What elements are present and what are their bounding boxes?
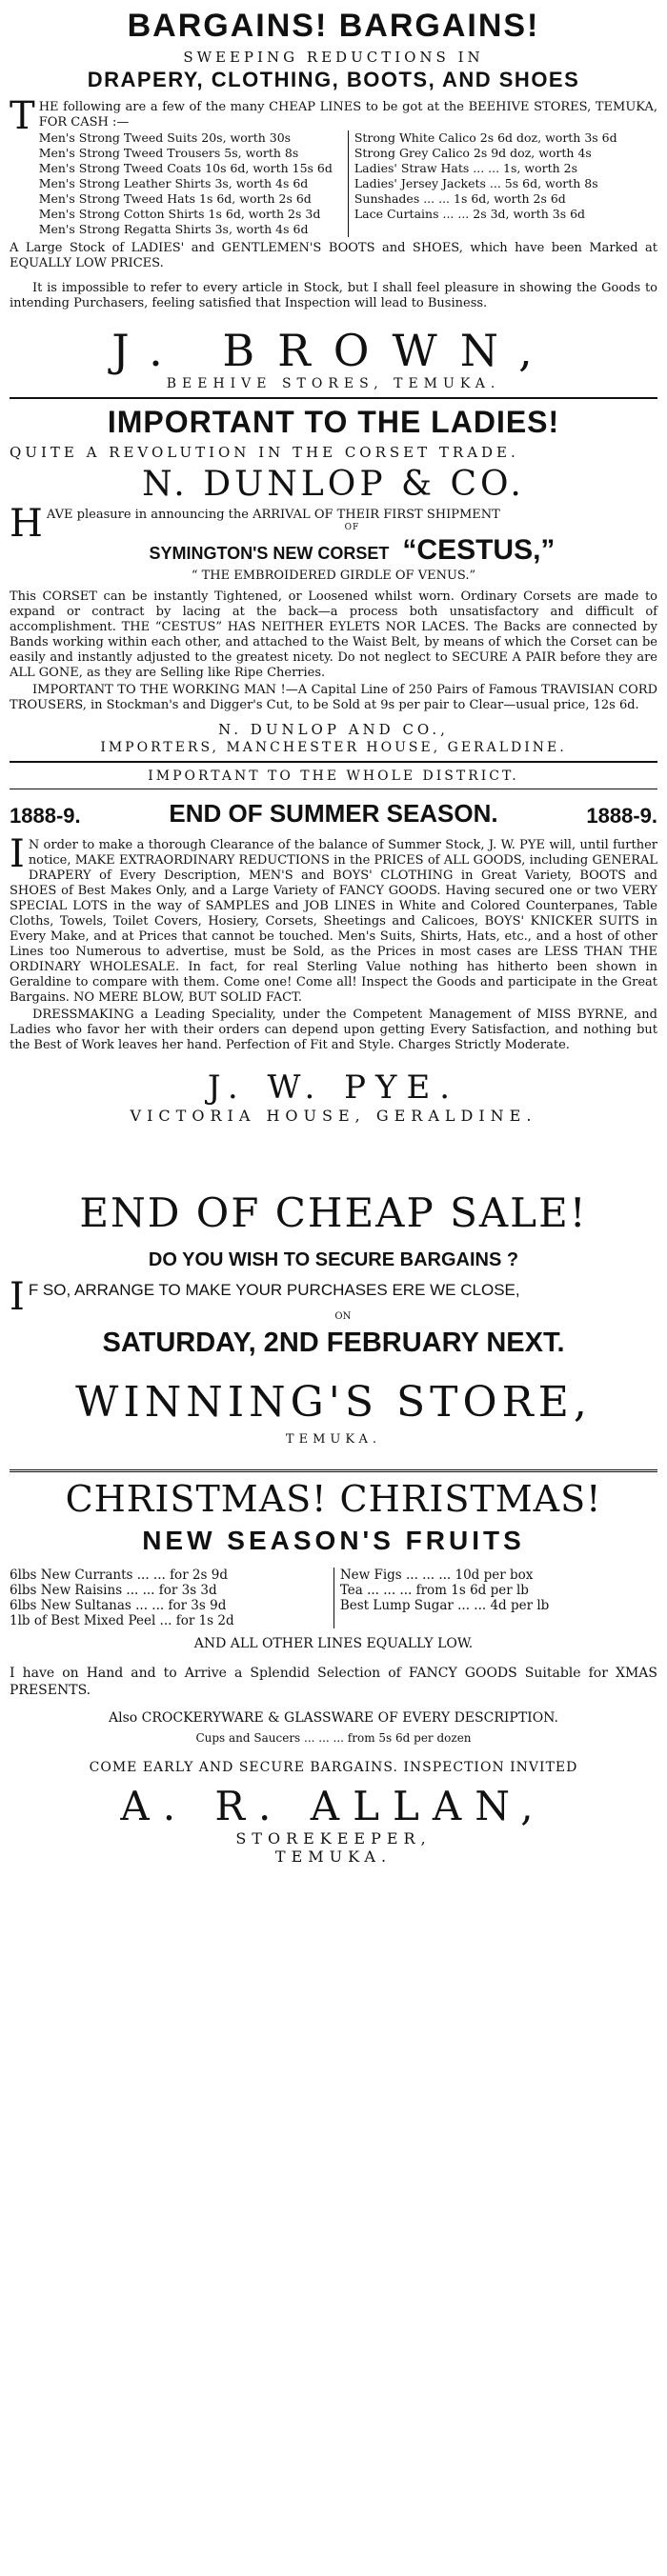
allan-right-list [334,1568,657,1628]
list-item: Ladies' Straw Hats ... ... 1s, worth 2s [354,161,577,175]
ad-beehive-stores [10,8,657,391]
beehive-price-list [39,130,657,237]
winning-town: TEMUKA. [285,1432,382,1447]
dunlop-body: This CORSET can be instantly Tightened, or Loosened whilst worn. Ordinary Corsets are made to expand or contract by lacing at the back—a process both unsatisfactory and difficult of accomplishment. THE “CESTUS” HAS NEITHER EYLETS NOR LACES. The Backs are connected by Bands working within each other, and attached to the Waist Belt, by means of which the Corset can be easily and instantly adjusted to the greatest nicety. Do not neglect to SECURE A PAIR before they are ALL GONE, as they are Selling like Ripe Cherries. [10,589,657,680]
bargains-question: DO YOU WISH TO SECURE BARGAINS ? [148,1249,519,1270]
advertiser-name-brown: J. BROWN, [111,325,556,376]
drapery-subhead: DRAPERY, CLOTHING, BOOTS, AND SHOES [87,68,580,91]
beehive-large-stock: A Large Stock of LADIES' and GENTLEMEN'S BOOTS and SHOES, which have been Marked at EQUALLY LOW PRICES. [10,241,657,270]
important-ladies-headline: IMPORTANT TO THE LADIES! [107,405,560,439]
divider [10,761,657,763]
allan-cups: Cups and Saucers ... ... ... from 5s 6d per dozen [195,1731,472,1745]
season-year-right: 1888-9. [586,804,657,828]
ad-winnings-store [10,1189,657,1447]
list-item: Men's Strong Leather Shirts 3s, worth 4s 6d [38,176,309,190]
dunlop-intro: HAVE pleasure in announcing the ARRIVAL OF THEIR FIRST SHIPMENT [10,502,500,546]
list-item: Men's Strong Tweed Suits 20s, worth 30s [38,130,292,145]
season-year-left: 1888-9. [10,804,81,828]
advertiser-name-winning: WINNING'S STORE, [75,1378,592,1427]
ad-dunlop [10,405,657,755]
spacer [10,1125,657,1182]
pye-season-row [10,799,657,829]
pye-dressmaking: DRESSMAKING a Leading Speciality, under the Competent Management of MISS BYRNE, and Ladies who favor her with their orders can depend upon getting Every Satisfaction, and nothing but the Best of Work leaves her hand. Perfection of Fit and Style. Charges Strictly Moderate. [10,1008,657,1052]
winning-on: ON [334,1311,352,1322]
divider [10,397,657,399]
christmas-headline: CHRISTMAS! CHRISTMAS! [65,1478,602,1520]
list-item: Men's Strong Cotton Shirts 1s 6d, worth 2s 3d [38,207,321,221]
list-item: 1lb of Best Mixed Peel ... for 1s 2d [10,1613,234,1628]
allan-left-list [10,1568,327,1628]
list-item: 6lbs New Sultanas ... ... for 3s 9d [10,1598,227,1613]
ad-pye [10,769,657,1125]
dunlop-working-man: IMPORTANT TO THE WORKING MAN !—A Capital Line of 250 Pairs of Famous TRAVISIAN CORD TROUSERS, in Stockman's and Digger's Cut, to be Sold at 9s per pair to Clear—usual price, 12s 6d. [10,683,657,712]
ad-allan [10,1478,657,1866]
corset-revolution-subhead: QUITE A REVOLUTION IN THE CORSET TRADE. [10,444,519,461]
fruits-subhead: NEW SEASON'S FRUITS [142,1526,525,1555]
list-item: Tea ... ... ... from 1s 6d per lb [339,1583,529,1598]
allan-fancy: I have on Hand and to Arrive a Splendid Selection of FANCY GOODS Suitable for XMAS PRESENTS. [10,1666,657,1698]
dunlop-address: IMPORTERS, MANCHESTER HOUSE, GERALDINE. [100,740,567,755]
allan-crockery: Also CROCKERYWARE & GLASSWARE OF EVERY DESCRIPTION. [109,1710,558,1726]
advertiser-address-pye: VICTORIA HOUSE, GERALDINE. [130,1107,537,1125]
list-item: Ladies' Jersey Jackets ... 5s 6d, worth 8s [354,176,598,190]
dunlop-of: OF [344,523,360,532]
list-item: Men's Strong Tweed Coats 10s 6d, worth 15s 6d [38,161,333,175]
allan-all-other: AND ALL OTHER LINES EQUALLY LOW. [193,1636,474,1651]
list-item: Best Lump Sugar ... ... 4d per lb [339,1598,550,1613]
dunlop-signoff: N. DUNLOP AND CO., [218,721,449,738]
newspaper-page [10,0,657,1866]
winning-date: SATURDAY, 2ND FEBRUARY NEXT. [102,1328,565,1358]
list-item: Sunshades ... ... 1s 6d, worth 2s 6d [354,191,566,206]
beehive-impossible: It is impossible to refer to every article in Stock, but I shall feel pleasure in showing the Goods to intending Purchasers, feeling satisfied that Inspection will lead to Business. [10,281,657,310]
dunlop-company: N. DUNLOP & CO. [142,465,525,504]
list-item: Strong Grey Calico 2s 9d doz, worth 4s [354,146,592,160]
beehive-left-list [39,130,342,237]
list-item: 6lbs New Raisins ... ... for 3s 3d [10,1583,217,1598]
allan-come-early: COME EARLY AND SECURE BARGAINS. INSPECTION INVITED [89,1760,578,1775]
list-item: Men's Strong Tweed Hats 1s 6d, worth 2s 6d [38,191,312,206]
advertiser-name-allan: A. R. ALLAN, [120,1783,547,1829]
list-item: 6lbs New Currants ... ... for 2s 9d [10,1568,228,1583]
dunlop-product-line [47,534,657,567]
advertiser-name-pye: J. W. PYE. [207,1068,460,1107]
season-title: END OF SUMMER SEASON. [169,799,498,828]
cheap-sale-headline: END OF CHEAP SALE! [79,1189,588,1236]
allan-town: TEMUKA. [274,1847,393,1866]
product-cestus: “CESTUS,” [402,534,556,566]
list-item: New Figs ... ... ... 10d per box [339,1568,534,1583]
list-item: Strong White Calico 2s 6d doz, worth 3s 6d [354,130,617,145]
beehive-right-list [348,130,657,237]
list-item: Lace Curtains ... ... 2s 3d, worth 3s 6d [354,207,586,221]
allan-price-list [10,1568,657,1628]
product-tagline: “ THE EMBROIDERED GIRDLE OF VENUS.” [191,569,476,583]
pye-header: IMPORTANT TO THE WHOLE DISTRICT. [148,769,519,784]
product-name: SYMINGTON'S NEW CORSET [149,544,390,563]
list-item: Men's Strong Regatta Shirts 3s, worth 4s 6d [38,222,309,236]
divider [10,1469,657,1472]
allan-role: STOREKEEPER, [235,1829,432,1847]
advertiser-address-brown: BEEHIVE STORES, TEMUKA. [166,376,501,391]
beehive-intro: THE following are a few of the many CHEAP LINES to be got at the BEEHIVE STORES, TEMUKA, FOR CASH :— [10,94,657,138]
reductions-subhead: SWEEPING REDUCTIONS IN [183,49,484,66]
bargains-headline: BARGAINS! BARGAINS! [127,8,540,44]
winning-body: IF SO, ARRANGE TO MAKE YOUR PURCHASES ERE WE CLOSE, [10,1275,520,1319]
list-item: Men's Strong Tweed Trousers 5s, worth 8s [38,146,299,160]
pye-body: IN order to make a thorough Clearance of the balance of Summer Stock, J. W. PYE will, until further notice, MAKE EXTRAORDINARY REDUCTIONS in the PRICES of ALL GOODS, including GENERAL DRAPERY of Every Description, MEN'S and BOYS' CLOTHING in Great Variety, BOOTS and SHOES of Best Makes Only, and a Large Variety of FANCY GOODS. Having secured one or two VERY SPECIAL LOTS in the way of SAMPLES and JOB LINES in White and Colored Counterpanes, Table Cloths, Towels, Toilet Covers, Hosiery, Corsets, Sheetings and Calicoes, BOYS' KNICKER SUITS in Every Make, and at Prices that cannot be touched. Men's Suits, Shirts, Hats, etc., and a host of other Lines too Numerous to advertise, must be Sold, as the Prices in most cases are LESS THAN THE ORDINARY WHOLESALE. In fact, for real Sterling Value nothing has hitherto been shown in Geraldine to compare with them. Come one! Come all! Inspect the Goods and participate in the Great Bargains. NO MERE BLOW, BUT SOLID FACT. [10,832,657,1005]
